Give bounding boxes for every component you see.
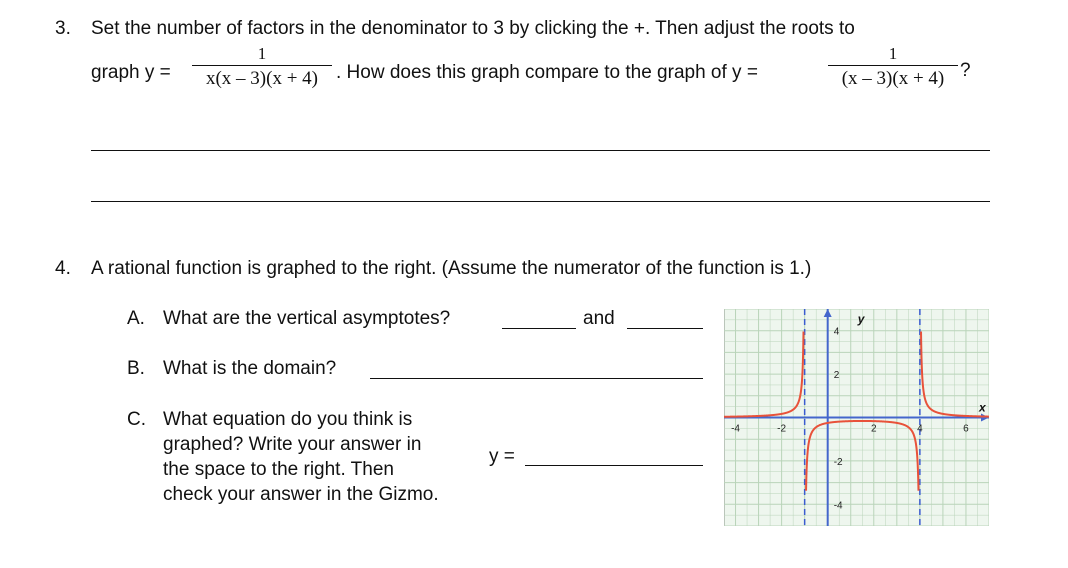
fraction-1 bbox=[192, 44, 332, 90]
asymptote-blank-1[interactable] bbox=[502, 328, 576, 329]
part-a-and: and bbox=[583, 308, 615, 329]
question-4-text: A rational function is graphed to the right. (Assume the numerator of the function is 1.) bbox=[91, 258, 812, 279]
part-c-letter: C. bbox=[127, 409, 146, 430]
fraction-1-numerator: 1 bbox=[257, 44, 267, 63]
part-b-letter: B. bbox=[127, 358, 145, 379]
question-3-middle: . How does this graph compare to the graph of y = bbox=[336, 62, 758, 83]
x-tick-label: -2 bbox=[777, 423, 787, 435]
domain-blank[interactable] bbox=[370, 378, 703, 379]
y-tick-label: -4 bbox=[833, 500, 843, 512]
answer-line-2[interactable] bbox=[91, 201, 990, 202]
answer-line-1[interactable] bbox=[91, 150, 990, 151]
question-4-number: 4. bbox=[55, 258, 71, 279]
question-3-graph-prefix: graph y = bbox=[91, 62, 171, 83]
part-c-line4: check your answer in the Gizmo. bbox=[163, 484, 439, 505]
part-a-text: What are the vertical asymptotes? bbox=[163, 308, 451, 329]
y-tick-label: -2 bbox=[833, 456, 843, 468]
fraction-2-denominator: (x – 3)(x + 4) bbox=[841, 68, 945, 89]
equation-blank[interactable] bbox=[525, 465, 703, 466]
fraction-1-bar bbox=[192, 65, 332, 66]
part-c-line1: What equation do you think is bbox=[163, 409, 413, 430]
fraction-1-denominator: x(x – 3)(x + 4) bbox=[205, 68, 319, 89]
y-tick-label: 4 bbox=[833, 326, 840, 338]
part-a-letter: A. bbox=[127, 308, 145, 329]
x-tick-label: -4 bbox=[731, 423, 740, 435]
y-tick-label: 2 bbox=[833, 370, 840, 382]
x-tick-label: 4 bbox=[917, 423, 923, 435]
part-b-text: What is the domain? bbox=[163, 358, 337, 379]
question-3-end: ? bbox=[960, 60, 971, 81]
fraction-2 bbox=[828, 44, 958, 90]
fraction-2-numerator: 1 bbox=[888, 44, 898, 63]
question-3-line1: Set the number of factors in the denominator to 3 by clicking the +. Then adjust the roots to bbox=[91, 18, 855, 39]
rational-function-graph bbox=[724, 309, 989, 526]
fraction-2-bar bbox=[828, 65, 958, 66]
asymptote-blank-2[interactable] bbox=[627, 328, 703, 329]
part-c-line2: graphed? Write your answer in bbox=[163, 434, 422, 455]
x-axis-label: x bbox=[979, 400, 986, 415]
x-tick-label: 2 bbox=[871, 423, 877, 435]
question-3-number: 3. bbox=[55, 18, 71, 39]
y-axis-label: y bbox=[857, 312, 865, 326]
part-c-answer-prefix: y = bbox=[489, 446, 515, 467]
part-c-line3: the space to the right. Then bbox=[163, 459, 394, 480]
x-tick-label: 6 bbox=[963, 423, 969, 435]
